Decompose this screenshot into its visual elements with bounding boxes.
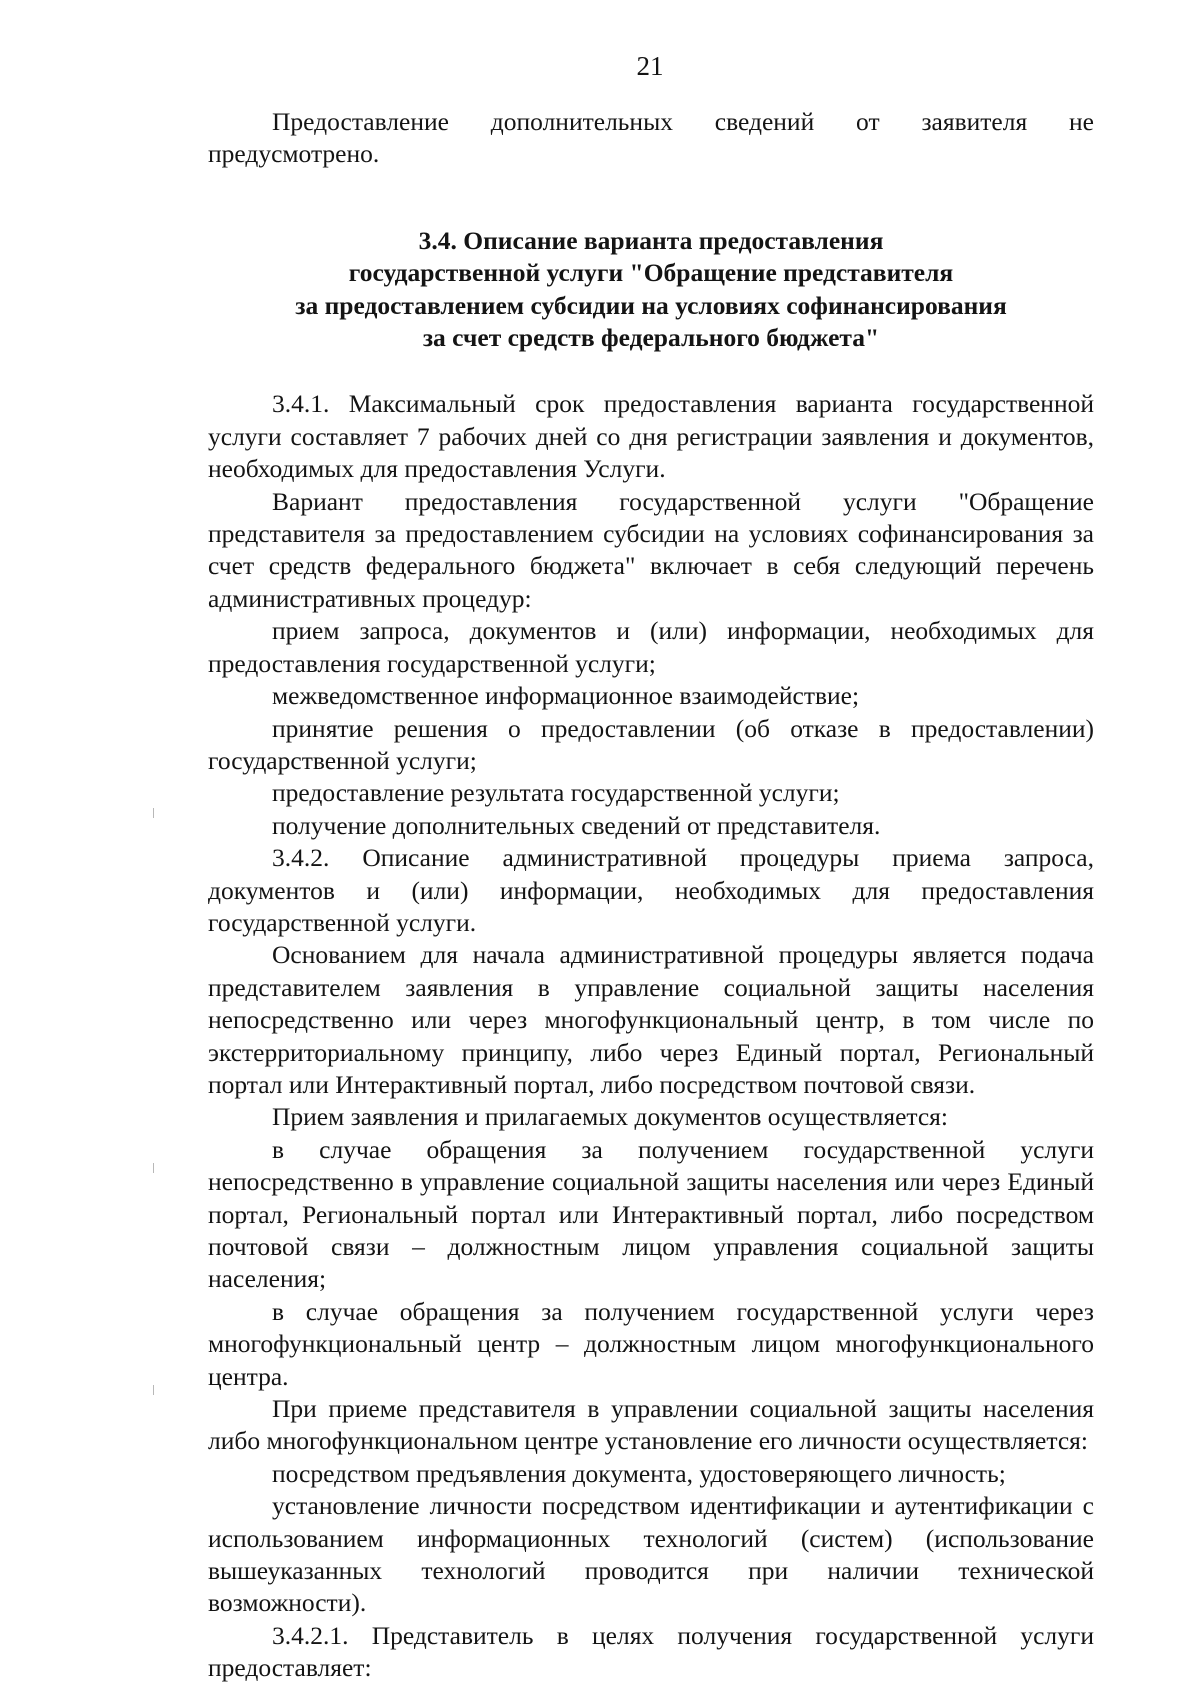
paragraph-reception: Прием заявления и прилагаемых документов осуществляется: — [272, 1102, 948, 1132]
reception-case: в случае обращения за получением государственной услуги непосредственно в управление социальной защиты населения или через Единый портал, Региональный портал или Интерактивный портал, либо посредством почтовой связи – должностным лицом управления социальной защиты населения; — [208, 1134, 1094, 1294]
paragraph-identity: При приеме представителя в управлении социальной защиты населения либо многофункциональном центре установление его личности осуществляется: — [208, 1394, 1094, 1456]
scan-artifact — [153, 808, 154, 818]
identity-method: посредством предъявления документа, удостоверяющего личность; — [272, 1458, 1006, 1488]
intro-paragraph: Предоставление дополнительных сведений от заявителя не предусмотрено. — [208, 107, 1094, 169]
paragraph-variant-description: Вариант предоставления государственной услуги "Обращение представителя за предоставлением субсидии на условиях софинансирования за счет средств федерального бюджета" включает в себя следующий перечень административных процедур: — [208, 486, 1094, 613]
procedure-item: получение дополнительных сведений от представителя. — [272, 810, 881, 840]
paragraph-3-4-2-1: 3.4.2.1. Представитель в целях получения государственной услуги предоставляет: — [208, 1620, 1094, 1683]
section-heading — [208, 225, 1094, 355]
section-heading-line: за счет средств федерального бюджета" — [422, 323, 880, 353]
identity-method: установление личности посредством идентификации и аутентификации с использованием информационных технологий (систем) (использование вышеуказанных технологий проводится при наличии технической возможности). — [208, 1491, 1094, 1618]
section-heading-line: государственной услуги "Обращение представителя — [348, 258, 954, 288]
reception-case: в случае обращения за получением государственной услуги через многофункциональный центр – должностным лицом многофункционального центра. — [208, 1296, 1094, 1391]
scan-artifact — [153, 1385, 154, 1395]
procedure-item: предоставление результата государственной услуги; — [272, 778, 840, 808]
document-body — [208, 106, 1094, 1685]
section-heading-line: 3.4. Описание варианта предоставления — [418, 225, 884, 255]
paragraph-3-4-1: 3.4.1. Максимальный срок предоставления варианта государственной услуги составляет 7 рабочих дней со дня регистрации заявления и документов, необходимых для предоставления Услуги. — [208, 389, 1094, 484]
section-heading-line: за предоставлением субсидии на условиях софинансирования — [295, 290, 1007, 320]
paragraph-3-4-2: 3.4.2. Описание административной процедуры приема запроса, документов и (или) информации, необходимых для предоставления государственной услуги. — [208, 843, 1094, 937]
paragraph-basis: Основанием для начала административной процедуры является подача представителем заявления в управление социальной защиты населения непосредственно или через многофункциональный центр, в том числе по экстерриториальному принципу, либо через Единый портал, Региональный портал или Интерактивный портал, либо посредством почтовой связи. — [208, 940, 1094, 1099]
scan-artifact — [153, 1163, 154, 1173]
procedure-item: межведомственное информационное взаимодействие; — [272, 681, 860, 711]
procedure-item: принятие решения о предоставлении (об отказе в предоставлении) государственной услуги; — [208, 713, 1094, 775]
procedure-item: прием запроса, документов и (или) информации, необходимых для предоставления государственной услуги; — [208, 616, 1094, 678]
page-number: 21 — [636, 51, 664, 81]
